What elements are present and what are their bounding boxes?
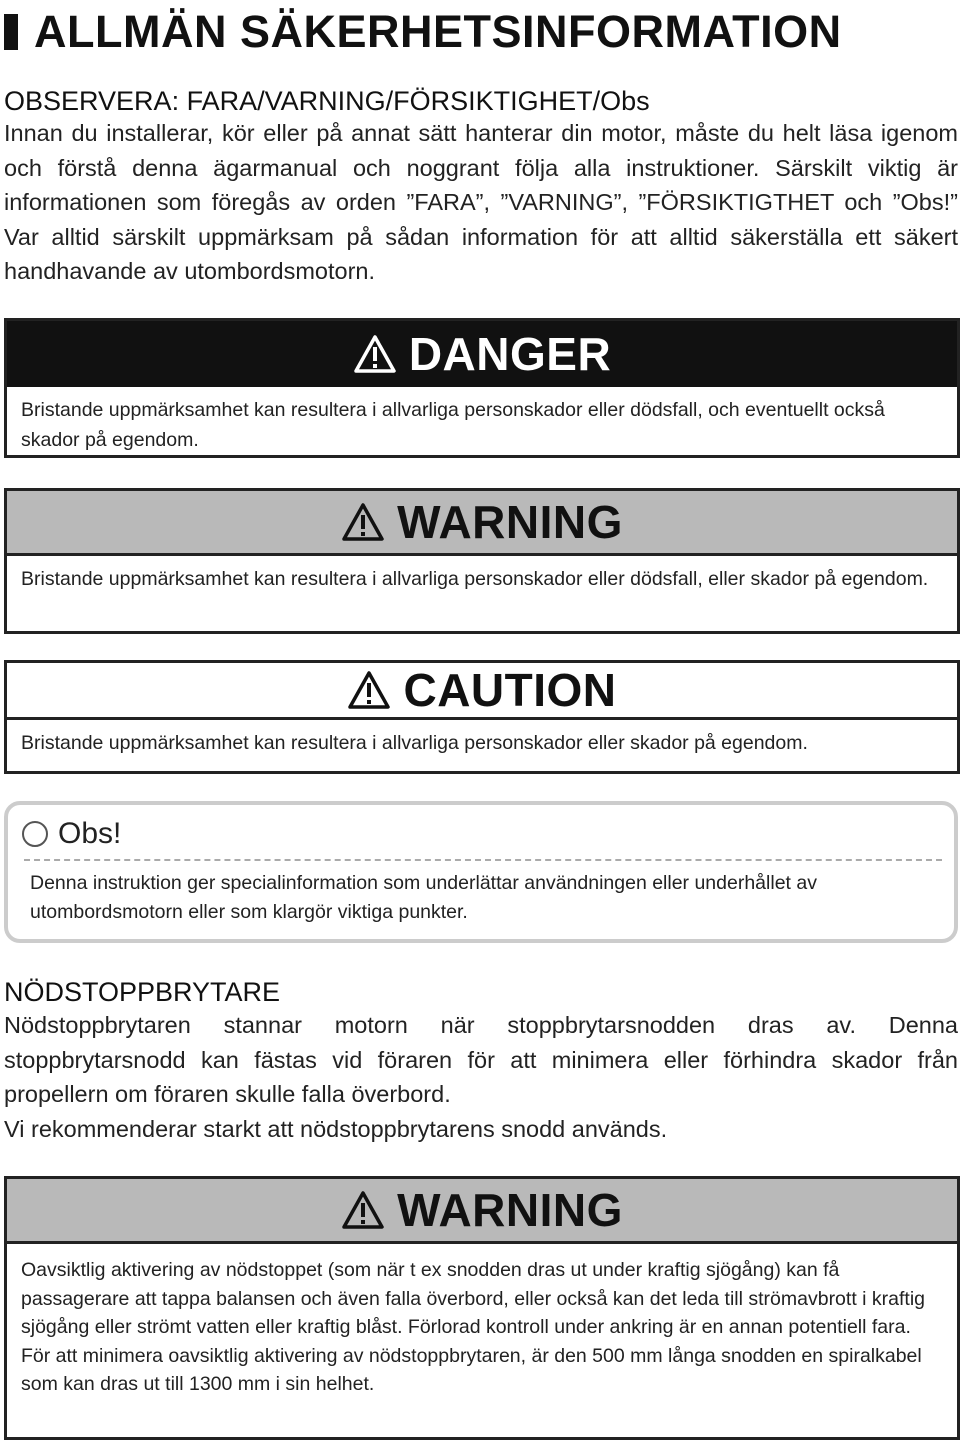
nodstopp-heading: NÖDSTOPPBRYTARE: [4, 977, 281, 1007]
notice-box: [4, 801, 958, 943]
warning-text: Bristande uppmärksamhet kan resultera i allvarliga personskador eller dödsfall, eller skador på egendom.: [21, 568, 929, 590]
nodstopp-paragraph-1: Nödstoppbrytaren stannar motorn när stoppbrytarsnodden dras av. Denna stoppbrytarsnodd kan fästas vid föraren för att minimera eller förhindra skador från propellern om föraren skulle falla överbord.: [4, 1012, 958, 1107]
dashed-divider: [24, 859, 942, 861]
warning-triangle-icon: [347, 670, 391, 710]
warning-box: [4, 488, 960, 634]
caution-box: [4, 660, 960, 774]
danger-label: DANGER: [408, 328, 612, 380]
circle-icon: [22, 821, 48, 847]
notice-header: [22, 817, 121, 851]
nodstopp-text: [4, 1008, 958, 1146]
danger-header: [7, 321, 957, 387]
warning-label: WARNING: [397, 496, 623, 548]
page-title-text: ALLMÄN SÄKERHETSINFORMATION: [34, 6, 842, 57]
caution-header: [7, 663, 957, 720]
danger-box: [4, 318, 960, 458]
warning-header: [7, 491, 957, 556]
caution-label: CAUTION: [403, 664, 617, 716]
observera-heading: OBSERVERA: FARA/VARNING/FÖRSIKTIGHET/Obs: [4, 86, 650, 116]
warning2-paragraph-1: Oavsiktlig aktivering av nödstoppet (som när t ex snodden dras ut under kraftig sjögång) kan få passagerare att tappa balansen och även falla överbord, eller också kan det leda till strömavbrott i kraftig sjögång eller strömt vatten eller kraftig blåst. Förlorad kontroll under ankring är en annan potentiell fara.: [21, 1259, 926, 1338]
caution-text: Bristande uppmärksamhet kan resultera i allvarliga personskador eller skador på egendom.: [21, 732, 808, 754]
warning-text-2: [7, 1244, 957, 1409]
warning-header-2: [7, 1179, 957, 1244]
nodstopp-paragraph-2: Vi rekommenderar starkt att nödstoppbrytarens snodd används.: [4, 1115, 668, 1142]
observera-text: Innan du installerar, kör eller på annat sätt hanterar din motor, måste du helt läsa igenom och förstå denna ägarmanual och noggrant följa alla instruktioner. Särskilt viktig är informationen som föregås av orden ”FARA”, ”VARNING”, ”FÖRSIKTIGTHET och ”Obs!” Var alltid särskilt uppmärksam på sådan information för att alltid säkerställa ett säkert handhavande av utombordsmotorn.: [4, 120, 958, 284]
warning2-paragraph-2: För att minimera oavsiktlig aktivering av nödstoppbrytaren, är den 500 mm långa snodden en spiralkabel som kan dras ut till 1300 mm i sin helhet.: [21, 1344, 922, 1395]
notice-text: Denna instruktion ger specialinformation som underlättar användningen eller underhållet av utombordsmotorn eller som klargör viktiga punkter.: [30, 872, 817, 923]
warning-triangle-icon: [353, 334, 397, 374]
notice-title: Obs!: [58, 817, 122, 850]
warning-label-2: WARNING: [397, 1184, 623, 1236]
warning-triangle-icon: [341, 502, 385, 542]
page-title: [4, 4, 842, 60]
danger-text: Bristande uppmärksamhet kan resultera i allvarliga personskador eller dödsfall, och eventuellt också skador på egendom.: [21, 399, 885, 451]
title-marker: [4, 14, 18, 50]
warning-triangle-icon: [341, 1190, 385, 1230]
warning-box-2: [4, 1176, 960, 1440]
